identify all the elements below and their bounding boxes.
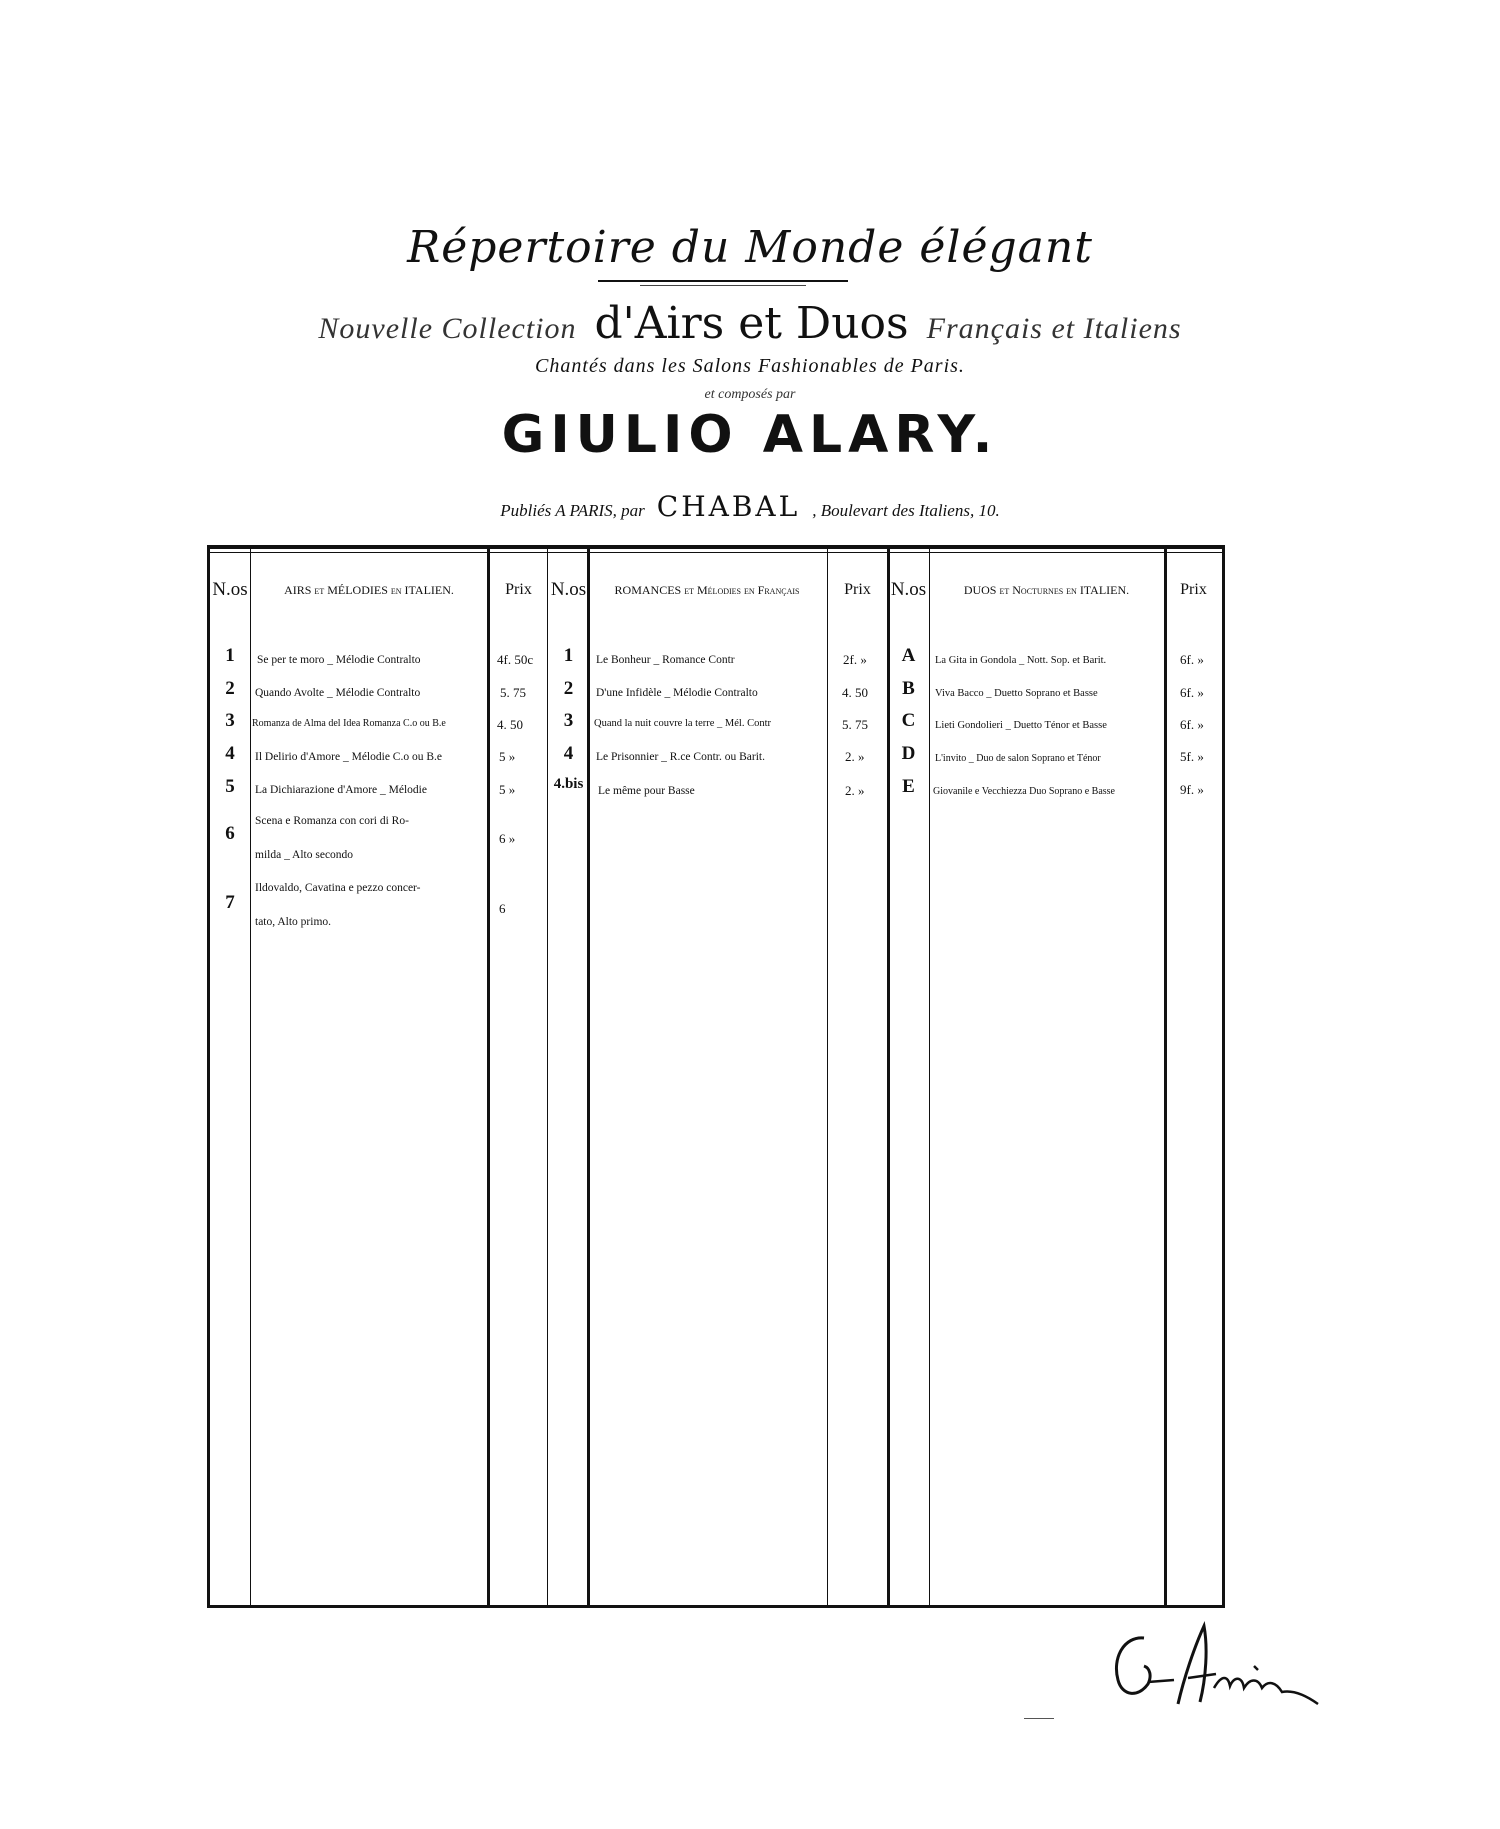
publisher-prefix: Publiés A PARIS, par bbox=[500, 501, 645, 520]
italian-prix: 5 » bbox=[499, 749, 516, 764]
header-duos: DUOS et Nocturnes en ITALIEN. bbox=[963, 582, 1130, 597]
italian-prix: 4f. 50c bbox=[497, 652, 534, 667]
column-divider bbox=[250, 549, 251, 1608]
header-prix-french: Prix bbox=[844, 581, 871, 598]
publisher-name: CHABAL bbox=[656, 490, 801, 523]
italian-no: 2 bbox=[225, 678, 235, 699]
french-no: 2 bbox=[563, 678, 574, 699]
duos-title: Lieti Gondolieri _ Duetto Ténor et Basse bbox=[935, 720, 1107, 731]
column-divider bbox=[587, 549, 590, 1608]
french-prix: 2. » bbox=[845, 749, 865, 764]
italian-no: 5 bbox=[225, 776, 235, 797]
column-divider bbox=[487, 549, 490, 1608]
italian-prix: 6 bbox=[499, 901, 506, 916]
table-border-left bbox=[207, 549, 210, 1608]
table-bottom-rule bbox=[207, 1605, 1225, 1608]
french-prix: 4. 50 bbox=[842, 685, 868, 700]
french-title: Le Bonheur _ Romance Contr bbox=[596, 654, 735, 666]
column-divider bbox=[1164, 549, 1167, 1608]
title-divider-thin bbox=[640, 285, 806, 286]
italian-prix: 4. 50 bbox=[497, 717, 523, 732]
composed-by: et composés par bbox=[704, 387, 796, 402]
italian-title-line1: Ildovaldo, Cavatina e pezzo concer- bbox=[255, 882, 421, 894]
header-num-duos: N.os bbox=[890, 579, 927, 600]
italian-title: Romanza de Alma del Idea Romanza C.o ou B.e bbox=[252, 718, 446, 729]
duos-prix: 6f. » bbox=[1180, 717, 1204, 732]
italian-no: 6 bbox=[225, 823, 235, 844]
french-prix: 2. » bbox=[845, 783, 865, 798]
subtitle: Chantés dans les Salons Fashionables de Paris. bbox=[535, 355, 965, 377]
italian-title-line2: milda _ Alto secondo bbox=[255, 849, 354, 861]
column-divider bbox=[929, 549, 930, 1608]
table-top-rule-thin bbox=[207, 552, 1225, 553]
italian-prix: 5. 75 bbox=[500, 685, 526, 700]
italian-title: La Dichiarazione d'Amore _ Mélodie bbox=[255, 784, 427, 796]
header-french: ROMANCES et Mélodies en Français bbox=[614, 582, 800, 597]
duos-prix: 5f. » bbox=[1180, 749, 1204, 764]
italian-prix: 5 » bbox=[499, 782, 516, 797]
page-title: Répertoire du Monde élégant bbox=[407, 222, 1093, 273]
duos-no: E bbox=[902, 776, 915, 797]
italian-no: 4 bbox=[225, 743, 235, 764]
duos-title: Giovanile e Vecchiezza Duo Soprano e Basse bbox=[933, 786, 1115, 797]
french-title: Le Prisonnier _ R.ce Contr. ou Barit. bbox=[596, 751, 765, 763]
italian-title: Quando Avolte _ Mélodie Contralto bbox=[255, 687, 421, 699]
title-divider bbox=[598, 280, 848, 282]
duos-no: B bbox=[902, 678, 915, 699]
italian-prix: 6 » bbox=[499, 831, 516, 846]
signature-dash bbox=[1024, 1718, 1054, 1719]
french-no: 1 bbox=[563, 645, 574, 666]
duos-prix: 6f. » bbox=[1180, 685, 1204, 700]
header-prix-duos: Prix bbox=[1180, 581, 1207, 598]
french-no: 3 bbox=[563, 710, 574, 731]
french-title: D'une Infidèle _ Mélodie Contralto bbox=[596, 687, 758, 699]
french-title: Quand la nuit couvre la terre _ Mél. Contr bbox=[594, 718, 771, 729]
french-no: 4 bbox=[563, 743, 574, 764]
publisher-line bbox=[0, 490, 1500, 523]
header-italian: AIRS et MÉLODIES en ITALIEN. bbox=[284, 582, 454, 597]
french-prix: 2f. » bbox=[843, 652, 867, 667]
duos-no: A bbox=[901, 645, 916, 666]
italian-title-line2: tato, Alto primo. bbox=[255, 916, 332, 928]
italian-no: 7 bbox=[225, 892, 235, 913]
french-title: Le même pour Basse bbox=[598, 785, 695, 797]
composer-name: GIULIO ALARY. bbox=[501, 405, 999, 465]
duos-prix: 9f. » bbox=[1180, 782, 1204, 797]
duos-title: L'invito _ Duo de salon Soprano et Ténor bbox=[935, 753, 1101, 764]
italian-title-line1: Scena e Romanza con cori di Ro- bbox=[255, 815, 409, 827]
table-border-right bbox=[1222, 549, 1225, 1608]
collection-suffix: Français et Italiens bbox=[926, 312, 1182, 345]
duos-title: La Gita in Gondola _ Nott. Sop. et Barit. bbox=[935, 655, 1107, 666]
column-divider bbox=[887, 549, 890, 1608]
collection-main: d'Airs et Duos bbox=[594, 298, 909, 349]
header-prix-italian: Prix bbox=[505, 581, 532, 598]
column-divider bbox=[547, 549, 548, 1608]
header-num-italian: N.os bbox=[212, 579, 248, 600]
duos-no: D bbox=[901, 743, 916, 764]
column-divider bbox=[827, 549, 828, 1608]
publisher-suffix: , Boulevart des Italiens, 10. bbox=[812, 501, 1000, 520]
french-no: 4.bis bbox=[553, 776, 584, 792]
french-prix: 5. 75 bbox=[842, 717, 868, 732]
italian-title: Se per te moro _ Mélodie Contralto bbox=[257, 654, 421, 666]
italian-no: 3 bbox=[225, 710, 235, 731]
italian-no: 1 bbox=[225, 645, 235, 666]
table-top-rule bbox=[207, 545, 1225, 549]
header-num-french: N.os bbox=[550, 579, 587, 600]
duos-title: Viva Bacco _ Duetto Soprano et Basse bbox=[935, 688, 1098, 699]
catalogue-table bbox=[207, 545, 1225, 1608]
collection-line bbox=[0, 298, 1500, 349]
signature bbox=[1104, 1618, 1324, 1713]
collection-prefix: Nouvelle Collection bbox=[318, 312, 577, 345]
duos-no: C bbox=[901, 710, 916, 731]
duos-prix: 6f. » bbox=[1180, 652, 1204, 667]
italian-title: Il Delirio d'Amore _ Mélodie C.o ou B.e bbox=[255, 751, 442, 763]
